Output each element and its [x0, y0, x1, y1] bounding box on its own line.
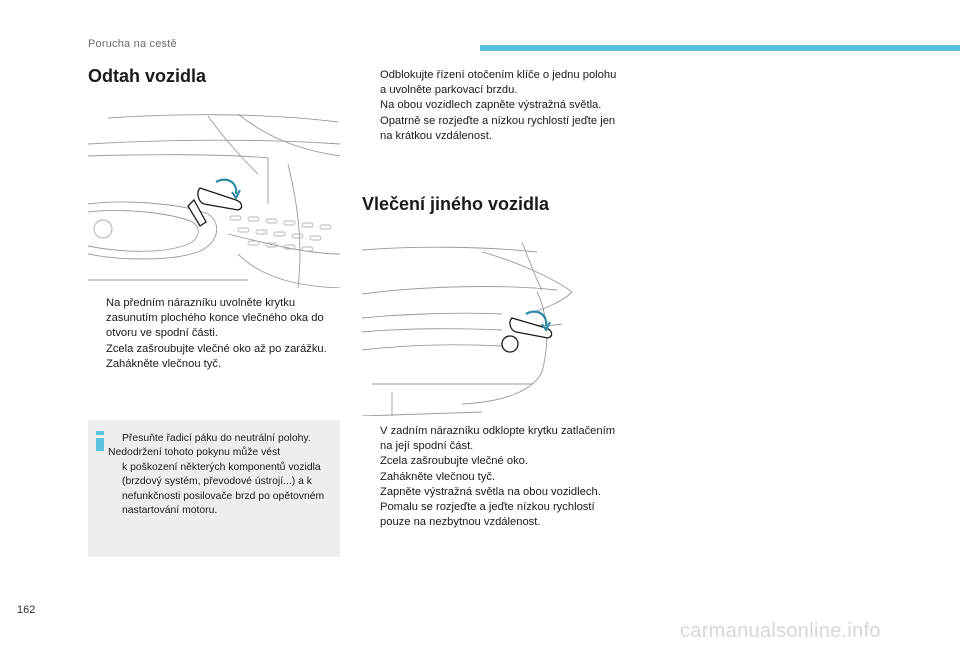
heading-towing-own-vehicle: Odtah vozidla [88, 66, 207, 86]
towing-general-steps [362, 68, 618, 144]
info-box [88, 420, 340, 557]
rear-bumper-figure [362, 232, 614, 416]
list-item: Zahákněte vlečnou tyč. [106, 357, 222, 370]
front-bumper-figure [88, 104, 340, 288]
front-towing-steps [88, 296, 344, 372]
list-item: Zapněte výstražná světla na obou vozidlech. [380, 485, 601, 498]
info-text: Přesuňte řadicí páku do neutrální polohy. Nedodržení tohoto pokynu může vést k poškození některých komponentů vozidla (brzdový systém, převodové ústrojí...) a k nefunkčnosti posilovače brzd po opětovném nastartování motoru. [108, 433, 325, 517]
list-item: Pomalu se rozjeďte a jeďte nízkou rychlostí pouze na nezbytnou vzdálenost. [380, 501, 595, 529]
list-item: Zahákněte vlečnou tyč. [380, 470, 496, 483]
list-item: Odblokujte řízení otočením klíče o jednu polohu a uvolněte parkovací brzdu. [380, 69, 617, 97]
list-item: Opatrně se rozjeďte a nízkou rychlostí jeďte jen na krátkou vzdálenost. [380, 114, 616, 142]
page-number: 162 [17, 604, 36, 616]
list-item: Zcela zašroubujte vlečné oko. [380, 455, 529, 468]
list-item: Na obou vozidlech zapněte výstražná světla. [380, 99, 602, 112]
section-title: Porucha na cestě [88, 38, 177, 50]
front-bumper-towing-eye-illustration [88, 104, 340, 288]
rear-bumper-towing-eye-illustration [362, 232, 614, 416]
header-accent-bar [480, 45, 960, 51]
list-item: Zcela zašroubujte vlečné oko až po zarážku. [106, 342, 327, 355]
rear-towing-steps [362, 424, 618, 530]
watermark: carmanualsonline.info [680, 620, 881, 642]
heading-towing-other-vehicle: Vlečení jiného vozidla [362, 194, 550, 214]
info-icon [96, 431, 104, 451]
list-item: V zadním nárazníku odklopte krytku zatlačením na její spodní část. [380, 425, 616, 453]
list-item: Na předním nárazníku uvolněte krytku zasunutím plochého konce vlečného oka do otvoru ve spodní části. [106, 297, 324, 340]
